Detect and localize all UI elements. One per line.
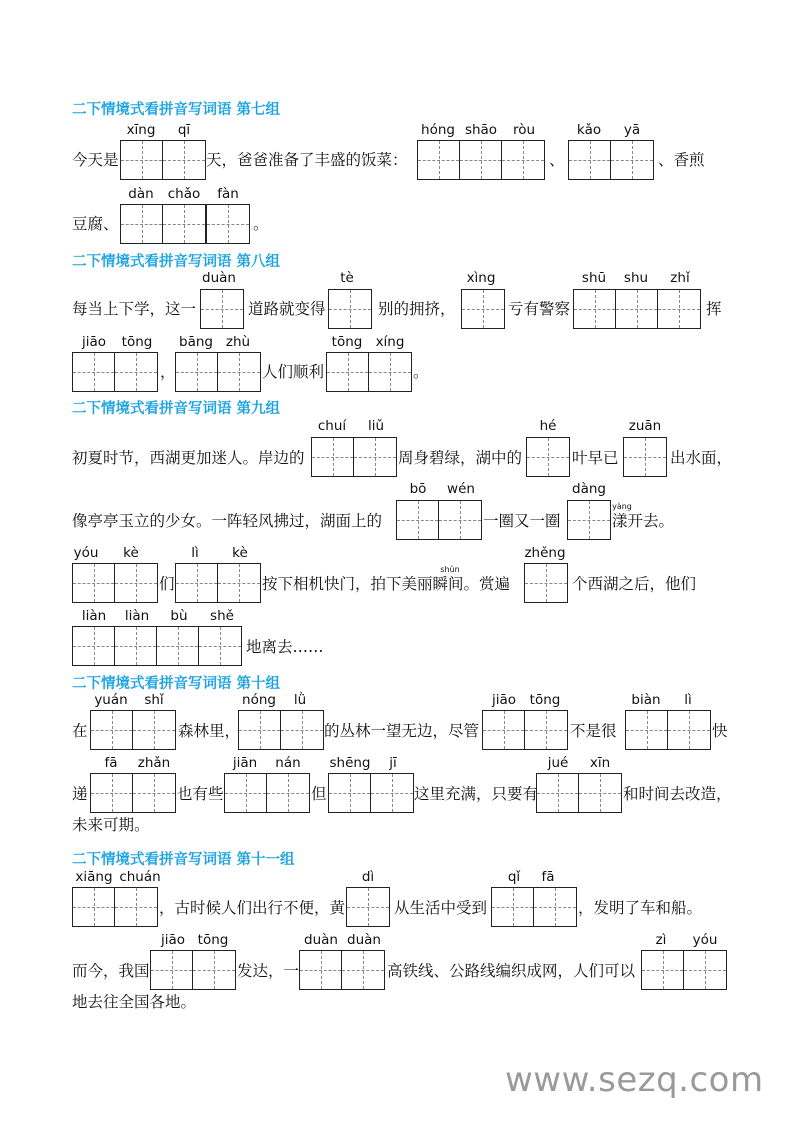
pinyin: shāo [464,122,498,138]
sentence-text: 挥 [706,300,722,318]
pinyin: bāng [179,334,213,350]
pinyin: ròu [512,122,536,138]
sentence-text: 叶早已 [572,449,619,467]
pinyin: duàn [202,270,236,286]
pinyin: lǜ [293,692,307,708]
sentence-text: 也有些 [177,785,224,803]
writing-box[interactable] [90,710,176,750]
writing-box[interactable] [311,437,397,477]
writing-box[interactable] [623,437,667,477]
pinyin: hé [539,418,557,434]
pinyin: zhù [225,334,251,350]
pinyin: shu [623,270,649,286]
sentence-text: 、香煎 [658,151,705,169]
writing-box[interactable] [326,352,412,392]
pinyin: shě [210,608,234,624]
pinyin: xiāng [75,869,113,885]
sentence-text: 亏有警察 [508,300,571,318]
pinyin: bù [170,608,188,624]
sentence-text: 地去往全国各地。 [72,993,197,1011]
pinyin: qī [177,122,191,138]
writing-box[interactable] [536,773,622,813]
pinyin: kè [232,545,248,561]
pinyin: kǎo [576,122,602,138]
writing-box[interactable] [568,140,654,180]
pinyin: biàn [631,692,661,708]
pinyin: xíng [375,334,405,350]
sentence-text: ，古时候人们出行不便，黄 [159,899,346,917]
sentence-text: 森林里， [178,722,241,740]
pinyin-small: yàng [612,502,632,511]
writing-box[interactable] [150,950,236,990]
writing-box[interactable] [90,773,176,813]
sentence-text: 豆腐、 [72,215,119,233]
pinyin: bō [409,481,427,497]
sentence-text: ， [160,363,176,381]
sentence-text: 在 [72,722,88,740]
writing-box[interactable] [206,204,250,244]
writing-box[interactable] [417,140,545,180]
pinyin: lì [191,545,199,561]
pinyin: qǐ [507,869,521,885]
sentence-text: 。 [253,215,269,233]
pinyin: dì [361,869,375,885]
writing-box[interactable] [482,710,568,750]
pinyin: fā [541,869,555,885]
writing-box[interactable] [120,204,206,244]
group-title: 二下情境式看拼音写词语 第七组 [72,102,281,118]
pinyin: yā [623,122,641,138]
sentence-text: 不是很 [570,722,617,740]
pinyin: dàng [572,481,606,497]
sentence-text: 初夏时节，西湖更加迷人。岸边的 [72,449,305,467]
sentence-text: 周身碧绿，湖中的 [398,449,523,467]
sentence-text: ，发明了车和船。 [578,899,703,917]
writing-box[interactable] [524,563,568,603]
sentence-text: 一圈又一圈 [483,512,561,530]
pinyin: wén [447,481,475,497]
pinyin: kè [123,545,139,561]
pinyin: jué [547,755,569,771]
pinyin: jiān [232,755,258,771]
pinyin: tōng [331,334,363,350]
pinyin: duàn [347,932,381,948]
pinyin-small: shùn [440,565,460,574]
writing-box[interactable] [200,289,244,329]
pinyin: shēng [329,755,371,771]
writing-box[interactable] [567,500,611,540]
pinyin: lì [684,692,692,708]
writing-box[interactable] [120,140,206,180]
sentence-text: 出水面， [670,449,733,467]
pinyin: yuán [94,692,128,708]
pinyin: zhǎn [137,755,171,771]
pinyin: zì [655,932,667,948]
pinyin: duàn [304,932,338,948]
sentence-text: 高铁线、公路线编织成网，人们可以 [387,962,636,980]
sentence-text: 但 [311,785,327,803]
writing-box[interactable] [72,352,158,392]
sentence-text: 发达，一 [237,962,300,980]
pinyin: yóu [692,932,718,948]
writing-box[interactable] [491,887,577,927]
pinyin: jiāo [491,692,517,708]
writing-box[interactable] [346,887,390,927]
sentence-text: 今天是 [72,151,119,169]
sentence-text: 递 [72,785,88,803]
writing-box[interactable] [72,887,158,927]
sentence-text: 每当上下学，这一 [72,300,197,318]
writing-box[interactable] [328,289,372,329]
sentence-text: 的丛林一望无边，尽管 [324,722,480,740]
group-title: 二下情境式看拼音写词语 第九组 [72,401,281,417]
sentence-text: 地离去…… [246,638,324,656]
writing-box[interactable] [641,950,727,990]
pinyin: nán [275,755,301,771]
pinyin: yóu [73,545,99,561]
pinyin: tè [340,270,354,286]
sentence-text: 道路就变得 [248,300,326,318]
sentence-text: 们 [159,575,175,593]
pinyin: shǐ [144,692,164,708]
writing-box[interactable] [72,563,158,603]
pinyin: jī [389,755,397,771]
pinyin: liàn [81,608,107,624]
sentence-text: 这里充满，只要有 [414,785,539,803]
pinyin: liǔ [367,418,385,434]
pinyin: xìng [466,270,496,286]
pinyin: xīn [589,755,611,771]
sentence-text: 按下相机快门，拍下美丽瞬间。赏遍 [262,575,511,593]
writing-box[interactable] [396,500,482,540]
pinyin: jiāo [81,334,107,350]
sentence-text: 天，爸爸准备了丰盛的饭菜： [206,151,408,169]
sentence-text: 而今，我国 [72,962,150,980]
pinyin: zhǐ [670,270,690,286]
pinyin: liàn [124,608,150,624]
pinyin: chǎo [167,186,201,202]
group-title: 二下情境式看拼音写词语 第十组 [72,676,281,692]
writing-box[interactable] [328,773,414,813]
writing-box[interactable] [175,563,261,603]
writing-box[interactable] [175,352,261,392]
sentence-text: 个西湖之后，他们 [572,575,697,593]
pinyin: hóng [421,122,455,138]
writing-box[interactable] [625,710,711,750]
pinyin: tōng [197,932,229,948]
writing-box[interactable] [72,626,242,666]
sentence-text: 像亭亭玉立的少女。一阵轻风拂过，湖面上的 [72,512,383,530]
pinyin: zhěng [524,545,566,561]
sentence-text: 别的拥挤， [378,300,456,318]
pinyin: nóng [242,692,276,708]
writing-box[interactable] [461,289,505,329]
pinyin: fàn [217,186,239,202]
writing-box[interactable] [224,773,310,813]
pinyin: chuán [119,869,161,885]
writing-box[interactable] [299,950,385,990]
sentence-text: 漾开去。 [612,512,675,530]
sentence-text: 人们顺利 [262,363,325,381]
writing-box[interactable] [526,437,570,477]
sentence-text: 和时间去改造， [623,785,732,803]
sentence-text: 。 [413,363,429,381]
sentence-text: 从生活中受到 [394,899,488,917]
pinyin: fā [104,755,118,771]
group-title: 二下情境式看拼音写词语 第八组 [72,254,281,270]
writing-box[interactable] [573,289,701,329]
watermark-text: www.sezq.com [505,1060,764,1100]
sentence-text: 未来可期。 [72,816,150,834]
pinyin: tōng [529,692,561,708]
pinyin: zuān [628,418,662,434]
pinyin: jiāo [160,932,186,948]
pinyin: xīng [126,122,156,138]
pinyin: tōng [121,334,153,350]
sentence-text: 快 [712,722,728,740]
sentence-text: 、 [549,151,565,169]
pinyin: shū [581,270,607,286]
writing-box[interactable] [238,710,324,750]
group-title: 二下情境式看拼音写词语 第十一组 [72,852,295,868]
pinyin: dàn [128,186,154,202]
pinyin: chuí [317,418,347,434]
